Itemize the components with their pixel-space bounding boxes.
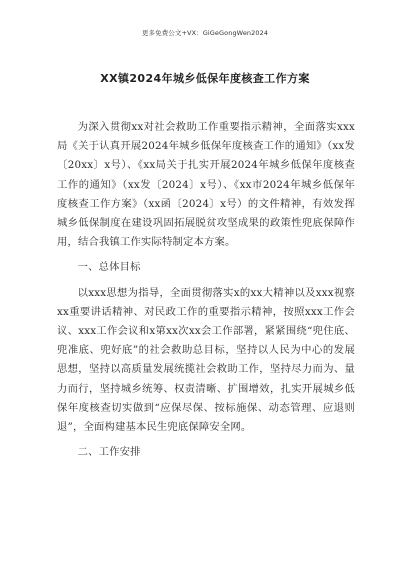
- document-title: XX镇2024年城乡低保年度核查工作方案: [100, 72, 310, 85]
- section-heading-arrangement: 二、工作安排: [77, 446, 141, 459]
- goals-paragraph: 以xxx思想为指导，全面贯彻落实x的xx大精神以及xxx视察xx重要讲话精神、对民政工作的重要指示精神，按照xxx工作会议、xxx工作会议和x第xx次xx会工作部署，紧紧围绕“兜住底、兜准底、兜好底”的社会救助总目标，坚持以人民为中心的发展思想，坚持以高质量发展统揽社会救助工作，坚持尽力而为、量力而行，坚持城乡统筹、权责清晰、扩围增效，扎实开展城乡低保年度核查切实做到“应保尽保、按标施保、动态管理、应退则退”，全面构建基本民生兜底保障安全网。: [57, 286, 355, 434]
- section-heading-goals: 一、总体目标: [77, 261, 141, 274]
- header-note: 更多免费公文+VX：GiGeGongWen2024: [141, 29, 269, 37]
- intro-paragraph: 为深入贯彻xx对社会救助工作重要指示精神，全面落实xxx局《关于认真开展2024年城乡低保年度核查工作的通知》（xx发〔20xx〕x号）、《xx局关于扎实开展2024年城乡低保年度核查工作的通知》（xx发〔2024〕x号）、《xx市2024年城乡低保年度核查工作方案》（xx函〔2024〕x号）的文件精神，有效发挥城乡低保制度在建设巩固拓展脱贫攻坚成果的政策性兜底保障作用，结合我镇工作实际特制定本方案。: [57, 121, 355, 249]
- document-body: [57, 118, 355, 462]
